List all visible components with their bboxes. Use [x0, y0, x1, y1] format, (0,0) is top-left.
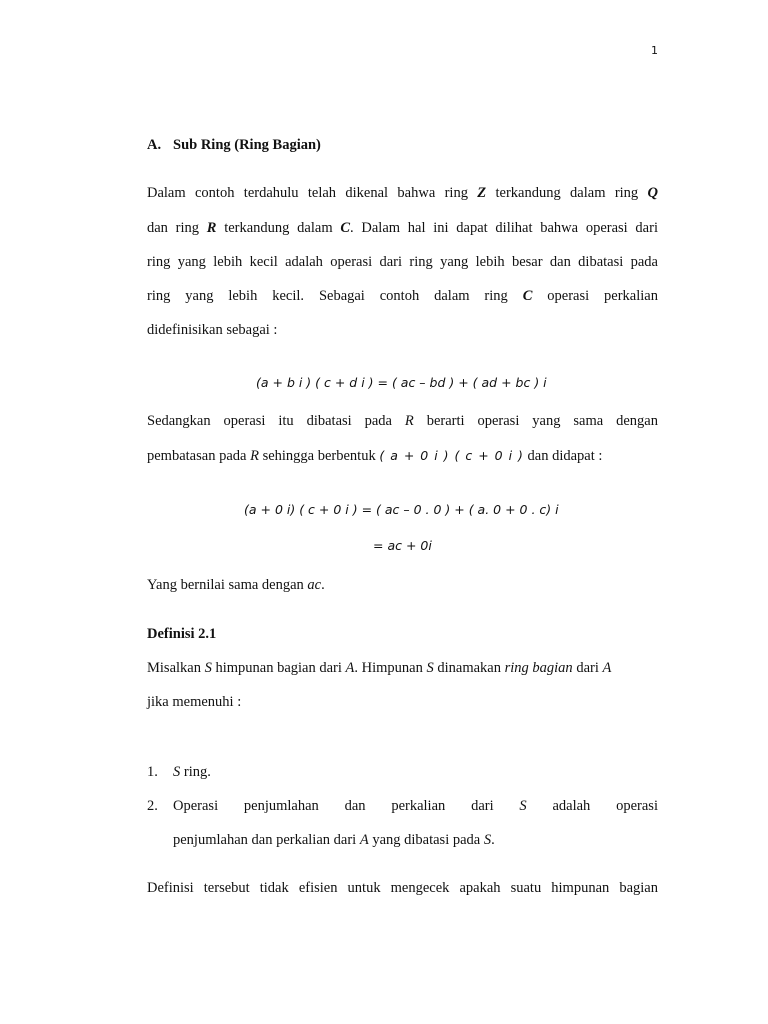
list-item-2-line-1: 2. Operasi penjumlahan dan perkalian dari S adalah operasi	[147, 798, 658, 814]
equation-2: (a + 0 i) ( c + 0 i ) = ( ac – 0 . 0 ) + ( a. 0 + 0 . c) i	[244, 502, 559, 517]
equation-1: (a + b i ) ( c + d i ) = ( ac – bd ) + ( ad + bc ) i	[256, 375, 547, 390]
definition-title: Definisi 2.1	[147, 626, 217, 642]
paragraph-2-line-2: pembatasan pada R sehingga berbentuk ( a + 0 i ) ( c + 0 i ) dan didapat :	[147, 448, 603, 464]
paragraph-1-line-1: Dalam contoh terdahulu telah dikenal bahwa ring Z terkandung dalam ring Q	[147, 185, 659, 201]
section-heading	[147, 137, 321, 154]
paragraph-1-line-5: didefinisikan sebagai :	[147, 322, 278, 338]
equation-3: = ac + 0i	[373, 538, 432, 553]
section-letter: A.	[147, 137, 162, 153]
paragraph-1-line-2: dan ring R terkandung dalam C. Dalam hal ini dapat dilihat bahwa operasi dari	[147, 220, 658, 236]
paragraph-1-line-3: ring yang lebih kecil adalah operasi dari ring yang lebih besar dan dibatasi pada	[147, 254, 658, 270]
paragraph-4: Definisi tersebut tidak efisien untuk mengecek apakah suatu himpunan bagian	[147, 880, 658, 896]
definition-line-2: jika memenuhi :	[147, 694, 242, 710]
list-item-2-line-2: penjumlahan dan perkalian dari A yang dibatasi pada S.	[173, 832, 495, 848]
list-item-1: 1. S ring.	[147, 764, 211, 780]
paragraph-1-line-4: ring yang lebih kecil. Sebagai contoh dalam ring C operasi perkalian	[147, 288, 658, 304]
definition-line-1: Misalkan S himpunan bagian dari A. Himpunan S dinamakan ring bagian dari A	[147, 660, 612, 676]
paragraph-3: Yang bernilai sama dengan ac.	[147, 577, 325, 593]
page-number: 1	[651, 44, 658, 57]
list-number: 1.	[147, 764, 158, 780]
section-title: Sub Ring (Ring Bagian)	[173, 137, 321, 153]
paragraph-2-line-1: Sedangkan operasi itu dibatasi pada R berarti operasi yang sama dengan	[147, 413, 658, 429]
list-number: 2.	[147, 798, 158, 814]
